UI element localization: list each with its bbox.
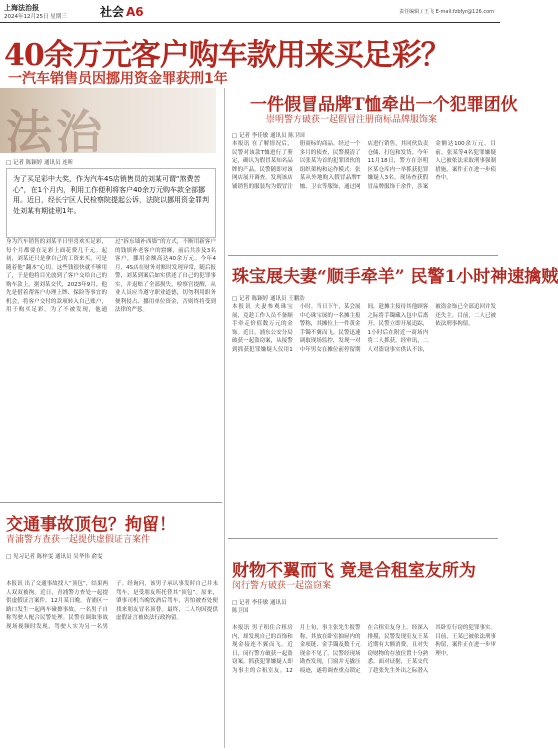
divider (228, 538, 498, 539)
photo-caption-art: 法治 (6, 105, 106, 159)
newspaper-name: 上海法治报 (4, 3, 39, 12)
section-code: A6 (126, 5, 144, 19)
main-subheadline: 一汽车销售员因挪用资金罪获刑1年 (8, 71, 228, 87)
main-headline: 40余万元客户购车款用来买足彩？ (4, 38, 450, 73)
story2-byline: □ 记者 李佳敏 通讯员 陈卫国 (232, 133, 305, 139)
column-divider (224, 88, 225, 748)
editor-line: 责任编辑 / 王飞 E-mail:fzbfyr@126.com (399, 9, 494, 15)
story2-headline: 一件假冒品牌T恤牵出一个犯罪团伙 (250, 95, 518, 115)
story5-body: 本报讯 男子租住合租房内，却发现自己的首饰和现金接连不翼而飞。近日，闵行警方破获一起盗窃案，抓获犯罪嫌疑人即为事主的合租室友。12月上旬，事主张先生报警称，其放在卧室抽屉内的金项链、金手镯及数千元现金不见了。民警经现场勘查发现，门窗并无撬压痕迹，遂将调查重点锁定在合租室友身上。经深入排摸，民警发现室友王某近期有大额消费，且对失窃财物的存放位置十分熟悉。面对证据，王某交代了趁张先生外出之际潜入其卧室行窃的犯罪事实。目前，王某已被依法刑事拘留，案件正在进一步审理中。 (232, 625, 496, 674)
story2-subheadline: 崇明警方破获一起假冒注册商标品牌服饰案 (266, 115, 438, 125)
divider (228, 255, 498, 256)
divider (0, 502, 222, 503)
story3-byline: □ 记者 陈颖婷 通讯员 王鹏浩 (232, 296, 305, 302)
main-lead: 为了买足彩中大奖，作为汽车4S店销售员的刘某可谓“煞费苦心”，在1个月内，利用工作便利将客户40余万元购车款全部挪用。近日，经长宁区人民检察院提起公诉，法院以挪用资金罪判处刘某有期徒刑1年。 (6, 168, 216, 238)
story5-subheadline: 闵行警方破获一起盗窃案 (232, 581, 332, 591)
main-byline: □ 记者 陈颖婷 通讯员 连昕 (6, 160, 74, 166)
story3-headline: 珠宝展夫妻“顺手牵羊” 民警1小时神速擒贼 (232, 267, 558, 287)
story5-headline: 财物不翼而飞 竟是合租室友所为 (232, 561, 476, 581)
issue-date: 2024年12月25日 星期三 (4, 14, 67, 20)
news-photo (0, 88, 216, 159)
story5-byline: □ 记者 李佳敏 通讯员 陈卫国 (232, 600, 287, 614)
story4-subheadline: 青浦警方查获一起提供虚假证言案件 (6, 535, 151, 545)
section-name: 社会 (100, 5, 125, 19)
story4-headline: 交通事故顶包？拘留！ (6, 515, 176, 535)
story3-body: 本报讯 夫妻参观珠宝展，竟趁工作人员不备顺手牵走价值数万元的金饰。近日，浦东公安分局破获一起盗窃案，从接警到抓获犯罪嫌疑人仅用1小时。当日下午，某会展中心珠宝展的一名摊主报警称，其摊位上一件黄金手镯不翼而飞。民警迅速调取现场监控，发现一对中年男女在摊位前停留期间，趁摊主接待其他顾客之际将手镯藏入包中后离开。民警立即开展追踪，1小时后在附近一商场内将二人抓获。经审讯，二人对盗窃事实供认不讳，被盗金饰已全部追回并发还失主。目前，二人已被依法刑事拘留。 (232, 304, 496, 353)
story4-byline: □ 见习记者 陈梓雯 通讯员 吴华伟 俞雯 (6, 554, 103, 560)
page-header (0, 0, 500, 23)
main-body: 身为汽车销售的刘某平日里喜欢买足彩，每个月都要在足彩上面花费几千元。起初，刘某还只是拿自己的工资来买，可是随着他“翻本”心切，这些钱很快就不够用了，于是他将目光放到了客户交给自己的购车款上。据刘某交代，2023年9月，他先是借着帮客户办理上牌、保险等事宜的机会，将客户交付的款项转入自己账户，用于购买足彩。为了不被发现，他通过“拆东墙补西墙”的方式，不断用新客户的钱填补老客户的窟窿，前后共涉及3名客户，挪用金额高达40余万元。今年4月，4S店在财务对账时发现异常，随后报警，刘某到案后如实供述了自己的犯罪事实，并退赔了全部损失。检察官提醒，从业人员应当遵守职业道德，切勿利用职务便利侵占、挪用单位资金，否则终将受到法律的严惩。 (6, 239, 216, 314)
section-title (100, 3, 144, 20)
story2-body: 本报讯 在了解情况后，民警对该款T恤进行了鉴定，确认为假冒某知名品牌的产品。民警随即对该网店展开调查，发现该店铺销售的服装均为假冒注册商标的商品。经过一个多月的侦查，民警摸清了以张某为首的犯罪团伙的组织架构和运作模式：张某从外地购入假冒品牌T恤、卫衣等服饰，通过网店进行销售，其同伙负责仓储、打包和发货。今年11月18日，警方在崇明区某仓库内一举抓获犯罪嫌疑人3名，现场查获假冒品牌服饰千余件，涉案金额达100余万元。目前，张某等4名犯罪嫌疑人已被依法采取刑事强制措施，案件正在进一步侦查中。 (232, 141, 496, 190)
story4-body: 本报讯 出了交通事故找人“顶包”，结果两人双双被拘。近日，青浦警方查处一起提供虚假证言案件。12月某日晚，青浦区一路口发生一起两车碰擦事故，一名男子自称驾驶人配合民警处理。民警在调取事故现场视频时发现，驾驶人实为另一名男子。经询问，该男子承认事发时自己并未驾车，是受朋友所托替其“顶包”。原来，肇事司机当晚饮酒后驾车，害怕被查处便找来朋友冒名顶替。最终，二人均因提供虚假证言被依法行政拘留。 (6, 581, 218, 630)
